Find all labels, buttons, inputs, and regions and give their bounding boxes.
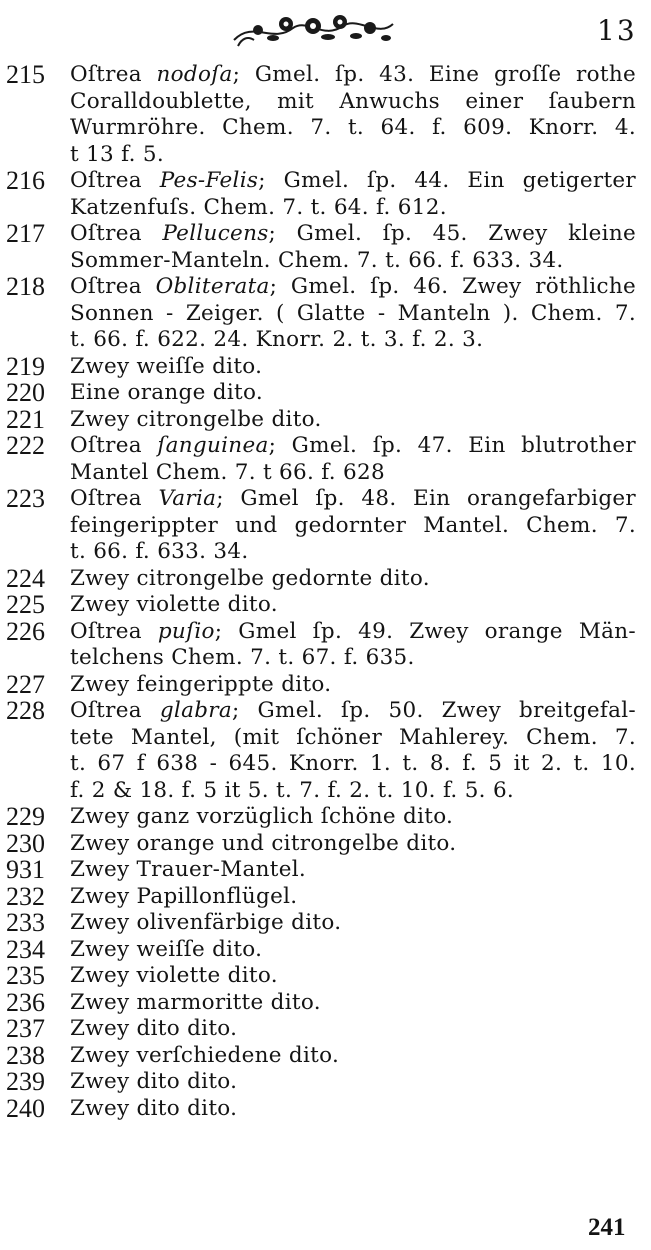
entry-text: [70, 1069, 636, 1096]
entry-line: [70, 221, 636, 248]
entry-number: 229: [6, 802, 45, 831]
catalogue-entry: [0, 380, 651, 407]
entry-number: 223: [6, 484, 45, 513]
entry-text-segment: Sonnen - Zeiger. ( Glatte - Manteln ). Chem. 7.: [70, 300, 636, 326]
entry-line: [70, 433, 636, 460]
catalogue-entries: [0, 62, 651, 1122]
catalogue-entry: [0, 1093, 651, 1123]
entry-line: [70, 751, 636, 778]
entry-text-segment: Zwey dito dito.: [70, 1069, 238, 1094]
entry-text: [70, 937, 636, 964]
entry-text-segment: ; Gmel ſp. 48. Ein orangefarbiger: [216, 486, 636, 511]
entry-text-segment: Oſtrea: [70, 698, 160, 723]
species-name: Pes-Felis: [159, 168, 259, 193]
entry-text: [70, 221, 636, 274]
entry-text-segment: ; Gmel. ſp. 44. Ein getigerter: [258, 168, 637, 193]
catalogue-entry: [0, 1016, 651, 1043]
catalogue-entry: [0, 1040, 651, 1070]
entry-text-segment: Katzenfuſs. Chem. 7. t. 64. f. 612.: [70, 194, 447, 220]
catalogue-entry: [0, 221, 651, 274]
entry-text-segment: Mantel Chem. 7. t 66. f. 628: [70, 459, 385, 485]
entry-text-segment: Oſtrea: [70, 433, 158, 458]
entry-text-segment: Zwey citrongelbe gedornte dito.: [70, 565, 430, 591]
entry-line: [70, 89, 636, 116]
floral-ornament-icon: [228, 10, 398, 50]
entry-text-segment: ; Gmel. ſp. 45. Zwey kleine: [268, 221, 637, 246]
entry-text-segment: Zwey weiſſe dito.: [70, 353, 263, 379]
entry-number: 230: [6, 828, 45, 858]
entry-number: 221: [6, 404, 45, 434]
entry-text-segment: Zwey marmoritte dito.: [70, 989, 321, 1015]
catalogue-entry: [0, 274, 651, 354]
entry-number: 238: [6, 1040, 45, 1070]
entry-text-segment: telchens Chem. 7. t. 67. f. 635.: [70, 645, 415, 670]
entry-text: [70, 566, 636, 593]
entry-line: [70, 513, 636, 540]
catalogue-entry: [0, 168, 651, 221]
entry-text: [70, 380, 636, 407]
entry-line: [70, 1016, 636, 1043]
catalogue-entry: [0, 963, 651, 990]
entry-number: 219: [6, 351, 45, 381]
entry-text: [70, 619, 636, 672]
entry-text-segment: ; Gmel. ſp. 43. Eine groſſe rothe: [232, 62, 636, 87]
entry-text-segment: t 13 f. 5.: [70, 141, 165, 167]
entry-line: [70, 248, 636, 275]
entry-number: 232: [6, 881, 45, 911]
entry-line: [70, 592, 636, 619]
catalogue-entry: [0, 828, 651, 858]
catalogue-entry: [0, 486, 651, 566]
entry-text-segment: tete Mantel, (mit ſchöner Mahlerey. Chem. 7.: [70, 724, 636, 750]
entry-line: [70, 725, 636, 752]
species-name: ſanguinea: [157, 433, 269, 458]
entry-line: [70, 778, 636, 805]
entry-line: [70, 115, 636, 142]
entry-text: [70, 857, 636, 884]
entry-text-segment: Wurmröhre. Chem. 7. t. 64. f. 609. Knorr. 4.: [70, 115, 636, 140]
entry-text: [70, 592, 636, 619]
species-name: Obliterata: [155, 274, 270, 299]
entry-line: [70, 804, 636, 831]
entry-line: [70, 380, 636, 407]
entry-number: 222: [6, 431, 45, 460]
entry-text-segment: Zwey violette dito.: [70, 592, 278, 617]
entry-text-segment: Oſtrea: [70, 168, 160, 193]
entry-number: 239: [6, 1067, 45, 1096]
entry-text-segment: Zwey dito dito.: [70, 1016, 238, 1041]
entry-text: [70, 963, 636, 990]
entry-text-segment: Zwey verſchiedene dito.: [70, 1042, 340, 1068]
entry-line: [70, 274, 636, 301]
entry-number: 225: [6, 590, 45, 619]
catalogue-entry: [0, 881, 651, 911]
catalogue-entry: [0, 857, 651, 884]
entry-text: [70, 1043, 636, 1070]
entry-number: 235: [6, 961, 45, 990]
entry-line: [70, 168, 636, 195]
species-name: nodoſa: [156, 62, 233, 87]
entry-text-segment: Oſtrea: [70, 274, 156, 299]
entry-text: [70, 407, 636, 434]
catalogue-entry: [0, 433, 651, 486]
entry-line: [70, 539, 636, 566]
catalogue-entry: [0, 1069, 651, 1096]
species-name: glabra: [159, 698, 232, 723]
species-name: puſio: [157, 618, 215, 644]
entry-line: [70, 645, 636, 672]
catalogue-entry: [0, 616, 651, 672]
entry-line: [70, 990, 636, 1017]
entry-number: 215: [6, 60, 45, 89]
entry-line: [70, 327, 636, 354]
entry-text-segment: ; Gmel. ſp. 50. Zwey breitgefal-: [231, 698, 636, 723]
entry-text: [70, 831, 636, 858]
catalogue-entry: [0, 563, 651, 593]
catalogue-entry: [0, 404, 651, 434]
entry-text-segment: Zwey orange und citrongelbe dito.: [70, 830, 457, 856]
entry-text-segment: Oſtrea: [70, 618, 158, 644]
entry-text: [70, 672, 636, 699]
entry-text: [70, 274, 636, 354]
entry-text-segment: Oſtrea: [70, 486, 159, 511]
catalogue-entry: [0, 910, 651, 937]
entry-number: 228: [6, 696, 45, 725]
entry-text-segment: ; Gmel. ſp. 47. Ein blutrother: [268, 433, 636, 458]
entry-number: 220: [6, 378, 45, 407]
entry-text-segment: ; Gmel ſp. 49. Zwey orange Män-: [214, 618, 636, 644]
entry-number: 218: [6, 272, 45, 301]
entry-text-segment: t. 66. f. 622. 24. Knorr. 2. t. 3. f. 2. 3.: [70, 327, 484, 352]
catalogue-entry: [0, 934, 651, 964]
catalogue-entry: [0, 987, 651, 1017]
entry-line: [70, 301, 636, 328]
entry-text-segment: Zwey weiſſe dito.: [70, 936, 263, 962]
entry-text-segment: Eine orange dito.: [70, 380, 263, 405]
entry-number: 224: [6, 563, 45, 593]
entry-text: [70, 62, 636, 168]
entry-number: 227: [6, 669, 45, 699]
entry-line: [70, 698, 636, 725]
entry-text-segment: Coralldoublette, mit Anwuchs einer ſaubern: [70, 88, 636, 114]
species-name: Varia: [158, 486, 217, 511]
entry-text-segment: Zwey feingerippte dito.: [70, 671, 332, 697]
entry-text-segment: Zwey citrongelbe dito.: [70, 406, 322, 432]
entry-text-segment: Zwey ganz vorzüglich ſchöne dito.: [70, 804, 454, 829]
entry-text: [70, 990, 636, 1017]
entry-text: [70, 354, 636, 381]
entry-line: [70, 354, 636, 381]
entry-line: [70, 831, 636, 858]
catalogue-entry: [0, 698, 651, 804]
catalogue-entry: [0, 592, 651, 619]
entry-text: [70, 698, 636, 804]
entry-text-segment: t. 67 f 638 - 645. Knorr. 1. t. 8. f. 5 it 2. t. 10.: [70, 751, 636, 776]
entry-number: 226: [6, 616, 45, 646]
catalogue-entry: [0, 351, 651, 381]
page-number: 13: [597, 14, 637, 47]
entry-line: [70, 1043, 636, 1070]
entry-text-segment: f. 2 & 18. f. 5 it 5. t. 7. f. 2. t. 10. f. 5. 6.: [70, 777, 515, 803]
catalogue-entry: [0, 669, 651, 699]
entry-text: [70, 910, 636, 937]
entry-number: 236: [6, 987, 45, 1017]
entry-number: 931: [6, 855, 45, 884]
entry-text-segment: Zwey Trauer-Mantel.: [70, 857, 307, 882]
entry-line: [70, 884, 636, 911]
catalogue-entry: [0, 62, 651, 168]
entry-line: [70, 910, 636, 937]
entry-line: [70, 566, 636, 593]
entry-text: [70, 433, 636, 486]
entry-line: [70, 407, 636, 434]
catchword: 241: [588, 1214, 626, 1241]
entry-text: [70, 1016, 636, 1043]
entry-text-segment: Zwey olivenfärbige dito.: [70, 910, 342, 935]
entry-line: [70, 857, 636, 884]
entry-number: 216: [6, 166, 45, 195]
entry-text: [70, 486, 636, 566]
entry-text-segment: Zwey Papillonflügel.: [70, 883, 298, 909]
entry-line: [70, 142, 636, 169]
entry-line: [70, 963, 636, 990]
entry-number: 237: [6, 1014, 45, 1043]
entry-line: [70, 619, 636, 646]
entry-text-segment: t. 66. f. 633. 34.: [70, 539, 249, 564]
entry-text-segment: Oſtrea: [70, 221, 163, 246]
entry-number: 233: [6, 908, 45, 937]
entry-text: [70, 1096, 636, 1123]
entry-line: [70, 486, 636, 513]
entry-line: [70, 460, 636, 487]
entry-text: [70, 884, 636, 911]
entry-text-segment: Zwey violette dito.: [70, 963, 278, 988]
entry-text: [70, 168, 636, 221]
entry-line: [70, 195, 636, 222]
entry-text-segment: ; Gmel. ſp. 46. Zwey röthliche: [269, 274, 636, 299]
entry-line: [70, 1096, 636, 1123]
entry-line: [70, 672, 636, 699]
entry-line: [70, 937, 636, 964]
entry-text: [70, 804, 636, 831]
catalogue-entry: [0, 804, 651, 831]
entry-text-segment: Zwey dito dito.: [70, 1095, 238, 1121]
entry-number: 240: [6, 1093, 45, 1123]
entry-line: [70, 62, 636, 89]
entry-line: [70, 1069, 636, 1096]
entry-text-segment: Oſtrea: [70, 62, 157, 87]
entry-text-segment: Sommer-Manteln. Chem. 7. t. 66. f. 633. 34.: [70, 247, 564, 273]
entry-number: 234: [6, 934, 45, 964]
entry-number: 217: [6, 219, 45, 248]
species-name: Pellucens: [162, 221, 269, 246]
entry-text-segment: feingerippter und gedornter Mantel. Chem. 7.: [70, 512, 636, 538]
